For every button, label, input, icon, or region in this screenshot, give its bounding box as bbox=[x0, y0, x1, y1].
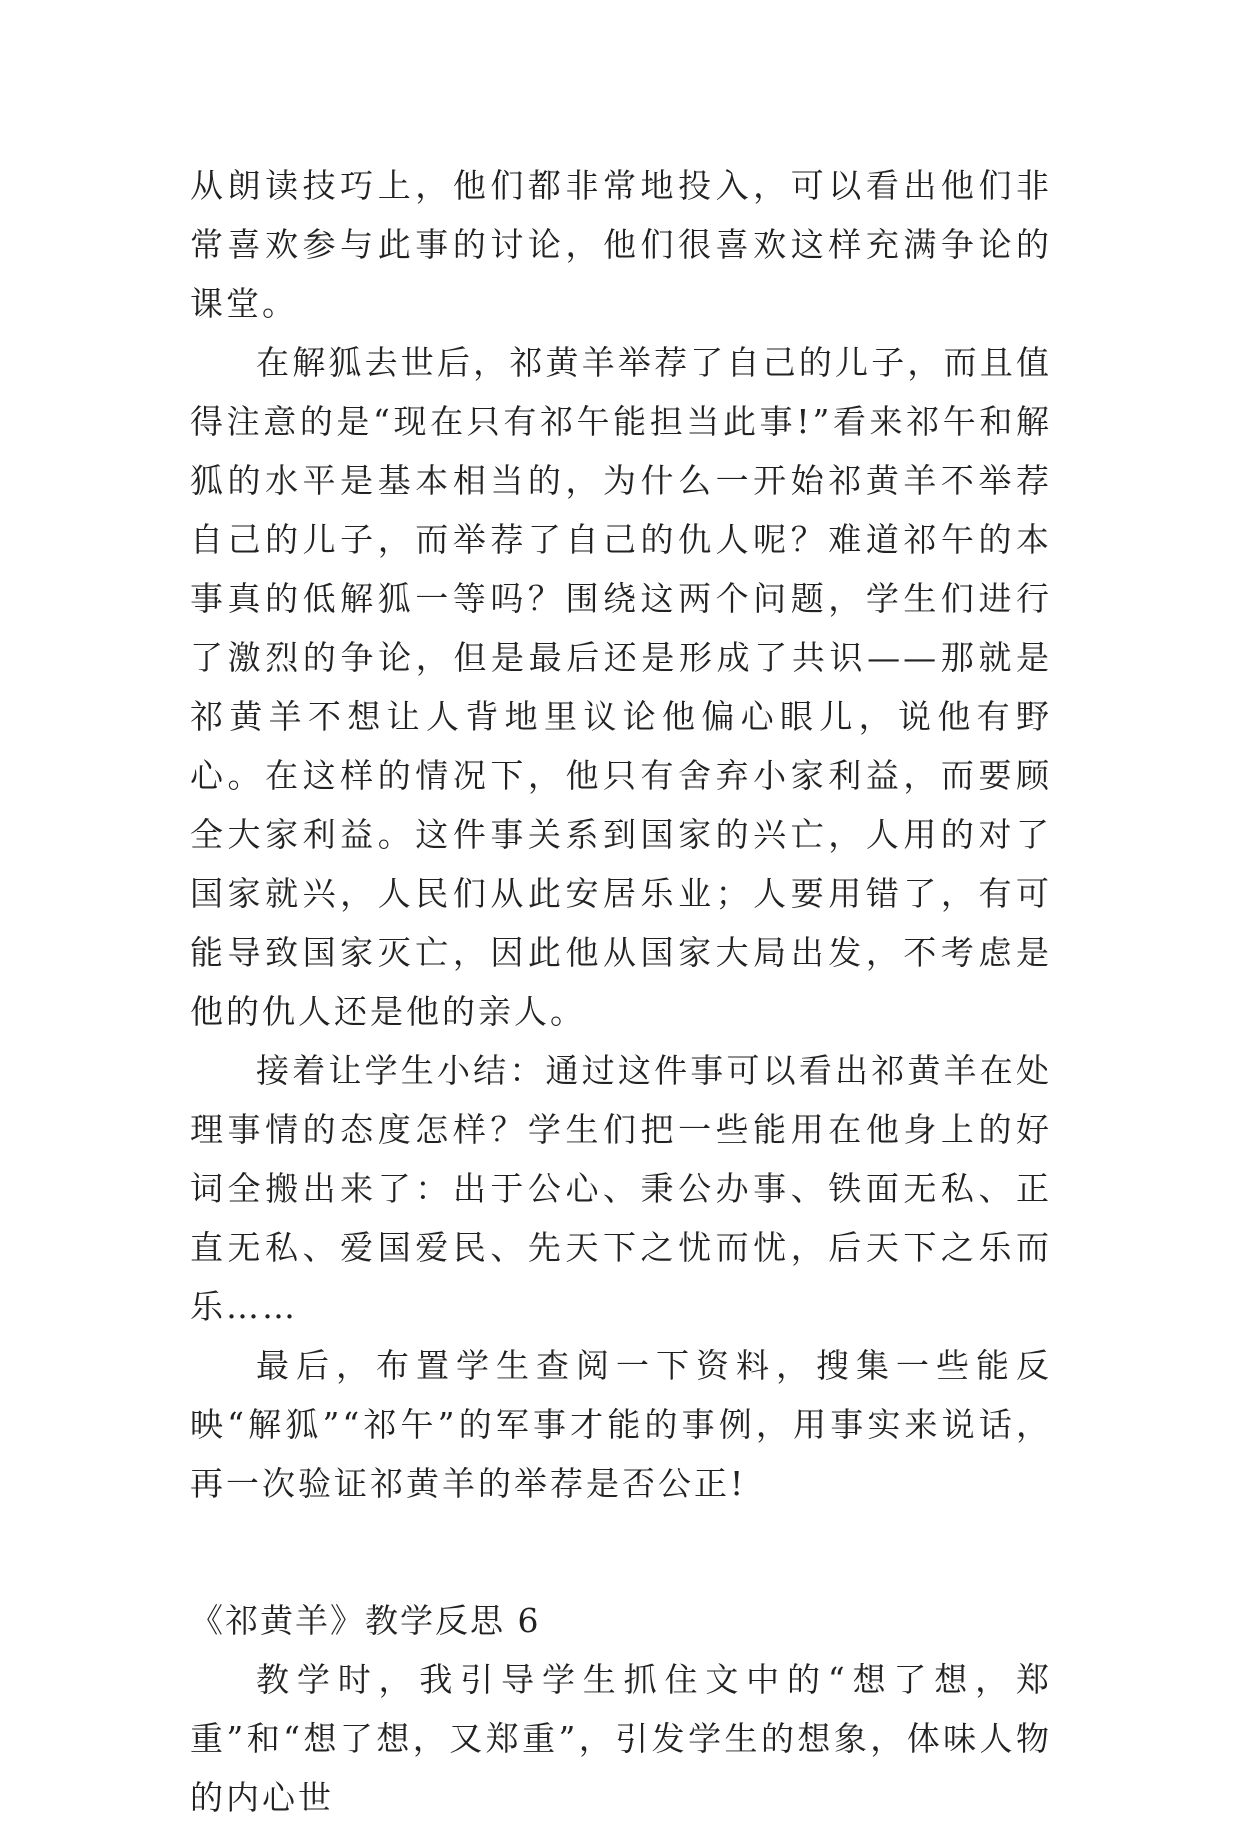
paragraph-5: 教学时，我引导学生抓住文中的“想了想，郑重”和“想了想，又郑重”，引发学生的想象，体味人物的内心世 bbox=[190, 1660, 1052, 1817]
paragraph-2: 在解狐去世后，祁黄羊举荐了自己的儿子，而且值得注意的是“现在只有祁午能担当此事!”看来祁午和解狐的水平是基本相当的，为什么一开始祁黄羊不举荐自己的儿子，而举荐了自己的仇人呢？难道祁午的本事真的低解狐一等吗？围绕这两个问题，学生们进行了激烈的争论，但是最后还是形成了共识——那就是祁黄羊不想让人背地里议论他偏心眼儿，说他有野心。在这样的情况下，他只有舍弃小家利益，而要顾全大家利益。这件事关系到国家的兴亡，人用的对了国家就兴，人民们从此安居乐业；人要用错了，有可能导致国家灭亡，因此他从国家大局出发，不考虑是他的仇人还是他的亲人。 bbox=[190, 343, 1052, 1031]
paragraph-1: 从朗读技巧上，他们都非常地投入，可以看出他们非常喜欢参与此事的讨论，他们很喜欢这样充满争论的课堂。 bbox=[190, 166, 1052, 323]
section-spacer bbox=[190, 1513, 1052, 1591]
paragraph-3: 接着让学生小结：通过这件事可以看出祁黄羊在处理事情的态度怎样？学生们把一些能用在他身上的好词全搬出来了：出于公心、秉公办事、铁面无私、正直无私、爱国爱民、先天下之忧而忧，后天下之乐而乐…… bbox=[190, 1051, 1052, 1326]
section-heading: 《祁黄羊》教学反思 6 bbox=[190, 1601, 541, 1640]
document-body bbox=[190, 156, 1052, 1827]
paragraph-4: 最后，布置学生查阅一下资料，搜集一些能反映“解狐”“祁午”的军事才能的事例，用事实来说话，再一次验证祁黄羊的举荐是否公正! bbox=[190, 1346, 1052, 1503]
